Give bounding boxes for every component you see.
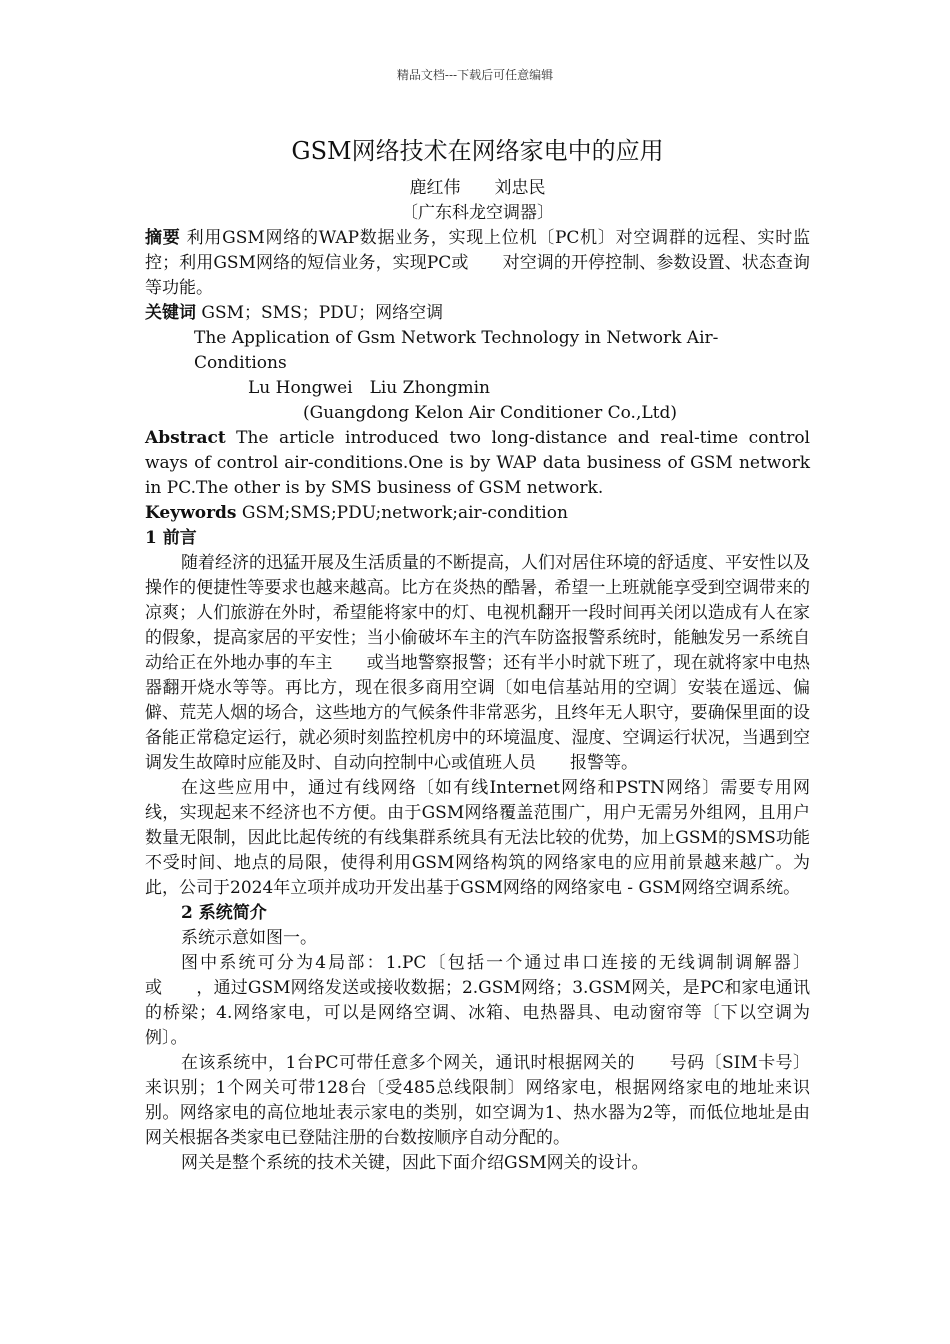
- abstract-cn: [145, 226, 810, 301]
- article-title: GSM网络技术在网络家电中的应用: [291, 137, 664, 165]
- section2-paragraph: 系统示意如图一。: [181, 928, 317, 948]
- keywords-cn-label: 关键词: [145, 303, 196, 323]
- section1-paragraph: 随着经济的迅猛开展及生活质量的不断提高，人们对居住环境的舒适度、平安性以及操作的便捷性等要求也越来越高。比方在炎热的酷暑，希望一上班就能享受到空调带来的凉爽；人们旅游在外时，希望能将家中的灯、电视机翻开一段时间再关闭以造成有人在家的假象，提高家居的平安性；当小偷破坏车主的汽车防盗报警系统时，能触发另一系统自动给正在外地办事的车主 或当地警察报警；还有半小时就下班了，现在就将家中电热器翻开烧水等等。再比方，现在很多商用空调〔如电信基站用的空调〕安装在遥远、偏僻、荒芜人烟的场合，这些地方的气候条件非常恶劣，且终年无人职守，要确保里面的设备能正常稳定运行，就必须时刻监控机房中的环境温度、湿度、空调运行状况，当遇到空调发生故障时应能及时、自动向控制中心或值班人员 报警等。: [145, 553, 810, 773]
- article-body: [145, 134, 810, 1176]
- affiliation-cn: 〔广东科龙空调器〕: [401, 203, 554, 223]
- keywords-en: [145, 501, 810, 526]
- section1-paragraph: 在这些应用中，通过有线网络〔如有线Internet网络和PSTN网络〕需要专用网线，实现起来不经济也不方便。由于GSM网络覆盖范围广，用户无需另外组网，且用户数量无限制，因此比起传统的有线集群系统具有无法比较的优势，加上GSM的SMS功能不受时间、地点的局限，使得利用GSM网络构筑的网络家电的应用前景越来越广。为此，公司于2024年立项并成功开发出基于GSM网络的网络家电 - GSM网络空调系统。: [145, 778, 810, 898]
- abstract-cn-label: 摘要: [145, 228, 181, 248]
- title-en: The Application of Gsm Network Technology in Network Air-Conditions: [194, 328, 719, 373]
- abstract-en: [145, 426, 810, 501]
- section2-paragraph: 图中系统可分为4局部：1.PC〔包括一个通过串口连接的无线调制调解器〕或 ，通过GSM网络发送或接收数据；2.GSM网络；3.GSM网关，是PC和家电通讯的桥梁；4.网络家电，可以是网络空调、冰箱、电热器具、电动窗帘等〔下以空调为例〕。: [145, 953, 810, 1048]
- keywords-en-label: Keywords: [145, 503, 237, 523]
- abstract-en-text: The article introduced two long-distance and real-time control ways of control air-conditions.One is by WAP data business of GSM network in PC.The other is by SMS business of GSM network.: [145, 428, 810, 498]
- authors-en: Lu Hongwei Liu Zhongmin: [248, 378, 490, 398]
- affiliation-en: (Guangdong Kelon Air Conditioner Co.,Ltd): [303, 403, 677, 423]
- section2-heading: 2 系统简介: [181, 903, 267, 923]
- authors-cn: 鹿红伟 刘忠民: [409, 178, 546, 198]
- page-header: 精品文档---下载后可任意编辑: [396, 68, 554, 82]
- keywords-cn-text: GSM；SMS；PDU；网络空调: [201, 303, 444, 323]
- section2-paragraph: 网关是整个系统的技术关键，因此下面介绍GSM网关的设计。: [181, 1153, 649, 1173]
- abstract-cn-text: 利用GSM网络的WAP数据业务，实现上位机〔PC机〕对空调群的远程、实时监控；利用GSM网络的短信业务，实现PC或 对空调的开停控制、参数设置、状态查询等功能。: [145, 228, 811, 298]
- keywords-cn: [145, 301, 810, 326]
- section2-paragraph: 在该系统中，1台PC可带任意多个网关，通讯时根据网关的 号码〔SIM卡号〕来识别；1个网关可带128台〔受485总线限制〕网络家电，根据网络家电的地址来识别。网络家电的高位地址表示家电的类别，如空调为1、热水器为2等，而低位地址是由网关根据各类家电已登陆注册的台数按顺序自动分配的。: [145, 1053, 810, 1148]
- section1-heading: 1 前言: [145, 528, 197, 548]
- abstract-en-label: Abstract: [145, 428, 226, 448]
- keywords-en-text: GSM;SMS;PDU;network;air-condition: [241, 503, 568, 523]
